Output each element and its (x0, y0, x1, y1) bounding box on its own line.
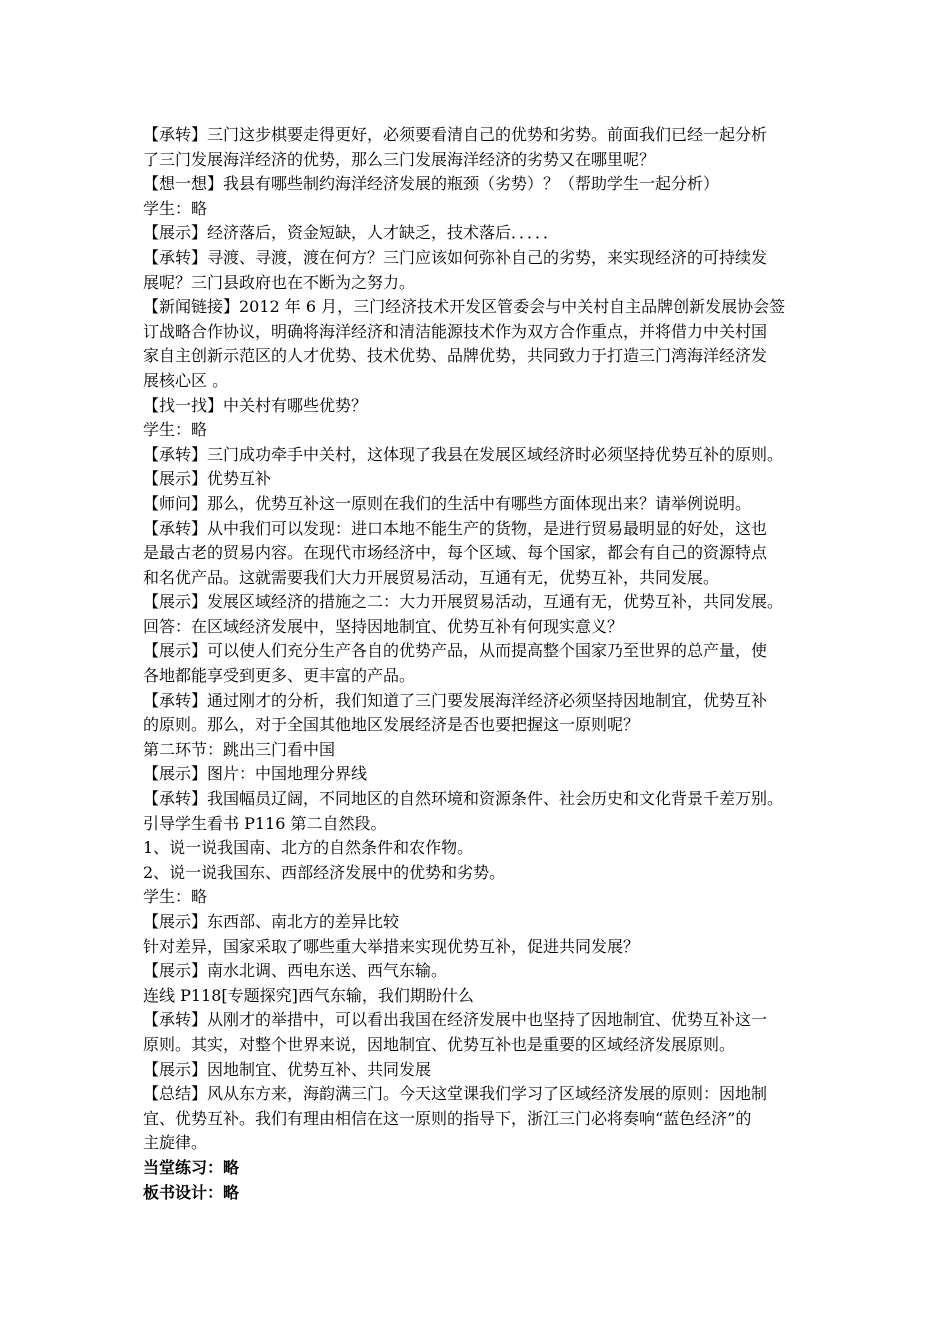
text-line: 【承转】寻渡、寻渡，渡在何方？三门应该如何弥补自己的劣势，来实现经济的可持续发 (143, 247, 768, 267)
board-design-heading: 板书设计：略 (143, 1182, 240, 1202)
text-line: 【展示】优势互补 (143, 469, 272, 489)
text-line: 【展示】经济落后，资金短缺，人才缺乏，技术落后．．．．． (143, 223, 560, 243)
text-line: 【师问】那么，优势互补这一原则在我们的生活中有哪些方面体现出来？请举例说明。 (143, 493, 752, 513)
text-line: 家自主创新示范区的人才优势、技术优势、品牌优势，共同致力于打造三门湾海洋经济发 (143, 346, 768, 366)
text-line: 引导学生看书 P116 第二自然段。 (143, 813, 387, 833)
text-line: 【展示】南水北调、西电东送、西气东输。 (143, 961, 448, 981)
text-line: 【承转】从刚才的举措中，可以看出我国在经济发展中也坚持了因地制宜、优势互补这一 (143, 1010, 768, 1030)
text-line: 【展示】因地制宜、优势互补、共同发展 (143, 1059, 432, 1079)
text-line: 原则。其实，对整个世界来说，因地制宜、优势互补也是重要的区域经济发展原则。 (143, 1034, 736, 1054)
text-line: 回答：在区域经济发展中，坚持因地制宜、优势互补有何现实意义？ (143, 616, 624, 636)
text-line: 展呢？三门县政府也在不断为之努力。 (143, 272, 416, 292)
text-line: 学生：略 (143, 420, 208, 440)
text-line: 2、说一说我国东、西部经济发展中的优势和劣势。 (143, 862, 506, 882)
text-line: 【承转】三门成功牵手中关村，这体现了我县在发展区域经济时必须坚持优势互补的原则。 (143, 444, 784, 464)
text-line: 【承转】三门这步棋要走得更好，必须要看清自己的优势和劣势。前面我们已经一起分析 (143, 125, 768, 144)
text-line: 了三门发展海洋经济的优势，那么三门发展海洋经济的劣势又在哪里呢？ (143, 149, 656, 169)
text-line: 是最古老的贸易内容。在现代市场经济中，每个区域、每个国家，都会有自己的资源特点 (143, 543, 768, 563)
text-line: 展核心区 。 (143, 370, 229, 390)
text-line: 主旋律。 (143, 1133, 208, 1153)
text-line: 的原则。那么，对于全国其他地区发展经济是否也要把握这一原则呢？ (143, 715, 640, 735)
practice-heading: 当堂练习：略 (143, 1157, 240, 1177)
text-line: 订战略合作协议，明确将海洋经济和清洁能源技术作为双方合作重点，并将借力中关村国 (143, 321, 768, 341)
text-line: 【总结】风从东方来，海韵满三门。今天这堂课我们学习了区域经济发展的原则：因地制 (143, 1084, 768, 1104)
document-body (143, 123, 813, 1205)
text-line: 【找一找】中关村有哪些优势？ (143, 395, 368, 415)
text-line: 学生：略 (143, 887, 208, 907)
text-line: 【承转】通过刚才的分析，我们知道了三门要发展海洋经济必须坚持因地制宜，优势互补 (143, 690, 768, 710)
text-line: 【承转】我国幅员辽阔，不同地区的自然环境和资源条件、社会历史和文化背景千差万别。 (143, 789, 784, 809)
text-line: 宜、优势互补。我们有理由相信在这一原则的指导下，浙江三门必将奏响“蓝色经济”的 (143, 1108, 752, 1128)
text-line: 【展示】图片：中国地理分界线 (143, 764, 368, 784)
text-line: 各地都能享受到更多、更丰富的产品。 (143, 666, 416, 686)
text-line: 【新闻链接】2012 年 6 月，三门经济技术开发区管委会与中关村自主品牌创新发展协会签 (143, 297, 786, 317)
text-line: 针对差异，国家采取了哪些重大举措来实现优势互补，促进共同发展？ (143, 936, 640, 956)
text-line: 和名优产品。这就需要我们大力开展贸易活动，互通有无，优势互补，共同发展。 (143, 567, 720, 587)
text-line: 连线 P118[专题探究]西气东输，我们期盼什么 (143, 985, 474, 1005)
text-line: 【展示】发展区域经济的措施之二：大力开展贸易活动，互通有无，优势互补，共同发展。 (143, 592, 784, 612)
text-line: 【承转】从中我们可以发现：进口本地不能生产的货物，是进行贸易最明显的好处，这也 (143, 518, 768, 538)
text-line: 【展示】东西部、南北方的差异比较 (143, 912, 400, 931)
text-line: 学生：略 (143, 198, 208, 218)
text-line: 【展示】可以使人们充分生产各自的优势产品，从而提高整个国家乃至世界的总产量，使 (143, 641, 768, 661)
text-line: 【想一想】我县有哪些制约海洋经济发展的瓶颈（劣势）？（帮助学生一起分析） (143, 174, 720, 194)
text-line: 1、说一说我国南、北方的自然条件和农作物。 (143, 838, 474, 858)
text-line: 第二环节：跳出三门看中国 (143, 739, 336, 759)
